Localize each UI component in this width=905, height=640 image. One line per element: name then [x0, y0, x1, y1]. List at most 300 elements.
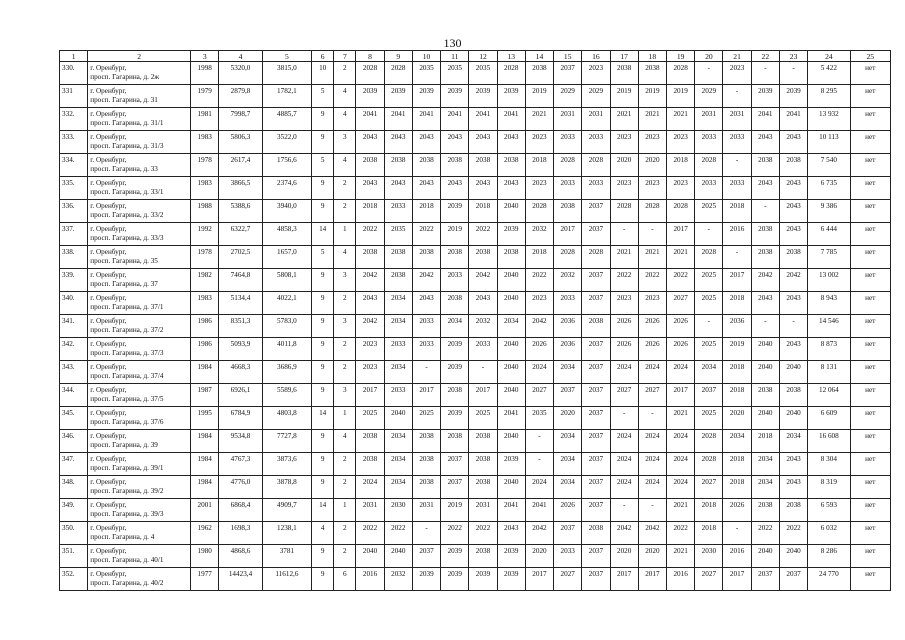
column-header-9: 9	[384, 51, 412, 62]
column-header-22: 22	[751, 51, 779, 62]
column-header-19: 19	[667, 51, 695, 62]
table-row	[60, 522, 891, 545]
row-number-cell: 342.	[60, 338, 88, 361]
cell-col-9: 2028	[384, 62, 412, 85]
cell-col-3: 1986	[191, 338, 219, 361]
cell-col-5: 5808,1	[262, 269, 311, 292]
column-header-4: 4	[219, 51, 262, 62]
cell-col-20: 2030	[695, 545, 723, 568]
cell-col-16: 2023	[582, 62, 610, 85]
cell-col-24: 13 932	[808, 108, 850, 131]
cell-col-8: 2022	[356, 522, 384, 545]
cell-col-19: 2017	[667, 384, 695, 407]
cell-col-8: 2028	[356, 62, 384, 85]
cell-col-17: -	[610, 499, 638, 522]
cell-col-5: 3781	[262, 545, 311, 568]
cell-col-19: 2028	[667, 200, 695, 223]
column-header-18: 18	[638, 51, 666, 62]
address-street: просп. Гагарина, д. 4	[90, 532, 155, 541]
cell-col-11: 2019	[441, 223, 469, 246]
cell-col-15: 2033	[554, 292, 582, 315]
cell-col-25: нет	[850, 384, 890, 407]
cell-col-5: 1657,0	[262, 246, 311, 269]
cell-col-8: 2039	[356, 85, 384, 108]
cell-col-22: 2040	[751, 545, 779, 568]
cell-col-14: 2018	[525, 246, 553, 269]
cell-col-19: 2021	[667, 108, 695, 131]
cell-col-24: 8 286	[808, 545, 850, 568]
cell-col-22: -	[751, 200, 779, 223]
cell-col-3: 1962	[191, 522, 219, 545]
column-number-header-row	[60, 51, 891, 62]
cell-col-18: -	[638, 499, 666, 522]
cell-col-18: 2020	[638, 154, 666, 177]
table-row	[60, 108, 891, 131]
cell-col-25: нет	[850, 62, 890, 85]
cell-col-7: 2	[334, 338, 356, 361]
cell-col-12: 2017	[469, 384, 497, 407]
cell-col-17: 2042	[610, 522, 638, 545]
cell-col-22: -	[751, 315, 779, 338]
register-table-body	[60, 51, 891, 591]
cell-col-5: 1782,1	[262, 85, 311, 108]
cell-col-14: 2027	[525, 384, 553, 407]
cell-col-8: 2017	[356, 384, 384, 407]
table-row	[60, 430, 891, 453]
cell-col-18: 2021	[638, 108, 666, 131]
row-number-cell: 331	[60, 85, 88, 108]
cell-col-12: 2038	[469, 154, 497, 177]
cell-col-10: 2038	[412, 154, 440, 177]
cell-col-6: 9	[312, 269, 334, 292]
cell-col-16: 2037	[582, 269, 610, 292]
cell-col-19: 2027	[667, 292, 695, 315]
cell-col-21: 2017	[723, 269, 751, 292]
cell-col-11: 2039	[441, 568, 469, 591]
cell-col-5: 3686,9	[262, 361, 311, 384]
cell-col-18: 2026	[638, 315, 666, 338]
cell-col-8: 2016	[356, 568, 384, 591]
cell-col-17: 2020	[610, 154, 638, 177]
address-street: просп. Гагарина, д. 33/3	[90, 233, 164, 242]
cell-col-22: 2038	[751, 223, 779, 246]
cell-col-23: 2038	[779, 384, 807, 407]
cell-col-4: 5806,3	[219, 131, 262, 154]
cell-col-23: -	[779, 62, 807, 85]
cell-col-16: 2037	[582, 568, 610, 591]
cell-col-22: 2034	[751, 476, 779, 499]
cell-col-12: 2038	[469, 453, 497, 476]
cell-col-24: 12 064	[808, 384, 850, 407]
cell-col-5: 5783,0	[262, 315, 311, 338]
cell-col-20: 2034	[695, 361, 723, 384]
cell-col-14: 2019	[525, 85, 553, 108]
cell-col-7: 2	[334, 361, 356, 384]
cell-col-7: 2	[334, 292, 356, 315]
cell-col-7: 3	[334, 384, 356, 407]
cell-col-6: 9	[312, 315, 334, 338]
cell-col-25: нет	[850, 108, 890, 131]
cell-col-23: 2040	[779, 407, 807, 430]
address-cell	[88, 108, 191, 131]
table-row	[60, 499, 891, 522]
cell-col-12: 2022	[469, 522, 497, 545]
cell-col-21: 2016	[723, 223, 751, 246]
cell-col-5: 3878,8	[262, 476, 311, 499]
row-number-cell: 344.	[60, 384, 88, 407]
cell-col-21: -	[723, 85, 751, 108]
cell-col-19: 2026	[667, 338, 695, 361]
cell-col-17: 2020	[610, 545, 638, 568]
cell-col-6: 5	[312, 154, 334, 177]
cell-col-21: 2023	[723, 62, 751, 85]
address-street: просп. Гагарина, д. 40/2	[90, 578, 164, 587]
cell-col-13: 2040	[497, 384, 525, 407]
cell-col-20: 2029	[695, 85, 723, 108]
cell-col-4: 14423,4	[219, 568, 262, 591]
cell-col-21: 2026	[723, 499, 751, 522]
cell-col-17: 2024	[610, 476, 638, 499]
address-street: просп. Гагарина, д. 33/1	[90, 187, 164, 196]
cell-col-7: 6	[334, 568, 356, 591]
cell-col-11: 2037	[441, 476, 469, 499]
cell-col-25: нет	[850, 223, 890, 246]
cell-col-9: 2040	[384, 407, 412, 430]
cell-col-11: 2034	[441, 315, 469, 338]
cell-col-18: 2022	[638, 269, 666, 292]
cell-col-12: 2039	[469, 568, 497, 591]
cell-col-7: 2	[334, 476, 356, 499]
cell-col-25: нет	[850, 246, 890, 269]
address-street: просп. Гагарина, д. 2ж	[90, 72, 160, 81]
cell-col-12: 2038	[469, 430, 497, 453]
cell-col-12: 2043	[469, 131, 497, 154]
cell-col-22: 2040	[751, 407, 779, 430]
cell-col-9: 2043	[384, 131, 412, 154]
row-number-cell: 350.	[60, 522, 88, 545]
cell-col-3: 1978	[191, 154, 219, 177]
cell-col-12: 2038	[469, 545, 497, 568]
cell-col-23: 2043	[779, 292, 807, 315]
cell-col-18: 2024	[638, 476, 666, 499]
cell-col-4: 4868,6	[219, 545, 262, 568]
cell-col-4: 6926,1	[219, 384, 262, 407]
cell-col-20: 2025	[695, 407, 723, 430]
address-street: просп. Гагарина, д. 37/5	[90, 394, 164, 403]
cell-col-14: 2024	[525, 476, 553, 499]
cell-col-5: 4022,1	[262, 292, 311, 315]
cell-col-6: 14	[312, 499, 334, 522]
cell-col-23: 2043	[779, 131, 807, 154]
cell-col-6: 9	[312, 338, 334, 361]
cell-col-14: 2020	[525, 545, 553, 568]
cell-col-10: 2035	[412, 62, 440, 85]
cell-col-6: 14	[312, 407, 334, 430]
cell-col-25: нет	[850, 407, 890, 430]
cell-col-25: нет	[850, 292, 890, 315]
cell-col-6: 4	[312, 522, 334, 545]
address-city: г. Оренбург,	[90, 547, 127, 555]
table-row	[60, 177, 891, 200]
table-row	[60, 85, 891, 108]
address-cell	[88, 315, 191, 338]
cell-col-3: 1992	[191, 223, 219, 246]
cell-col-22: 2040	[751, 338, 779, 361]
cell-col-19: 2024	[667, 430, 695, 453]
table-row	[60, 131, 891, 154]
cell-col-3: 1983	[191, 292, 219, 315]
table-row	[60, 200, 891, 223]
cell-col-7: 3	[334, 315, 356, 338]
cell-col-9: 2022	[384, 522, 412, 545]
cell-col-5: 11612,6	[262, 568, 311, 591]
cell-col-10: 2038	[412, 476, 440, 499]
address-street: просп. Гагарина, д. 35	[90, 256, 158, 265]
cell-col-17: 2021	[610, 246, 638, 269]
cell-col-12: 2022	[469, 223, 497, 246]
cell-col-16: 2037	[582, 545, 610, 568]
cell-col-23: 2043	[779, 453, 807, 476]
cell-col-12: 2025	[469, 407, 497, 430]
address-city: г. Оренбург,	[90, 340, 127, 348]
cell-col-7: 4	[334, 85, 356, 108]
cell-col-20: 2018	[695, 499, 723, 522]
column-header-6: 6	[312, 51, 334, 62]
cell-col-17: -	[610, 407, 638, 430]
table-row	[60, 384, 891, 407]
cell-col-24: 6 032	[808, 522, 850, 545]
cell-col-19: 2026	[667, 315, 695, 338]
cell-col-14: 2023	[525, 177, 553, 200]
cell-col-7: 2	[334, 200, 356, 223]
cell-col-17: 2023	[610, 177, 638, 200]
cell-col-8: 2018	[356, 200, 384, 223]
cell-col-4: 1698,3	[219, 522, 262, 545]
cell-col-4: 6322,7	[219, 223, 262, 246]
cell-col-6: 10	[312, 62, 334, 85]
cell-col-14: -	[525, 430, 553, 453]
cell-col-19: 2024	[667, 453, 695, 476]
cell-col-11: 2035	[441, 62, 469, 85]
address-street: просп. Гагарина, д. 37/2	[90, 325, 164, 334]
cell-col-17: -	[610, 223, 638, 246]
cell-col-19: 2023	[667, 177, 695, 200]
cell-col-18: 2024	[638, 361, 666, 384]
cell-col-15: 2020	[554, 407, 582, 430]
address-street: просп. Гагарина, д. 39/1	[90, 463, 164, 472]
cell-col-14: 2018	[525, 154, 553, 177]
cell-col-4: 2617,4	[219, 154, 262, 177]
cell-col-25: нет	[850, 568, 890, 591]
row-number-cell: 346.	[60, 430, 88, 453]
cell-col-22: 2043	[751, 177, 779, 200]
cell-col-13: 2043	[497, 177, 525, 200]
cell-col-14: 2032	[525, 223, 553, 246]
cell-col-23: -	[779, 315, 807, 338]
cell-col-3: 1984	[191, 361, 219, 384]
cell-col-4: 5388,6	[219, 200, 262, 223]
cell-col-15: 2033	[554, 545, 582, 568]
table-row	[60, 545, 891, 568]
cell-col-4: 8351,3	[219, 315, 262, 338]
cell-col-20: 2025	[695, 292, 723, 315]
cell-col-16: 2037	[582, 361, 610, 384]
cell-col-14: 2035	[525, 407, 553, 430]
cell-col-3: 1995	[191, 407, 219, 430]
cell-col-24: 6 444	[808, 223, 850, 246]
cell-col-19: 2021	[667, 407, 695, 430]
cell-col-17: 2023	[610, 131, 638, 154]
row-number-cell: 334.	[60, 154, 88, 177]
cell-col-21: 2018	[723, 384, 751, 407]
cell-col-9: 2043	[384, 177, 412, 200]
cell-col-9: 2032	[384, 568, 412, 591]
column-header-23: 23	[779, 51, 807, 62]
cell-col-14: 2024	[525, 361, 553, 384]
cell-col-5: 4858,3	[262, 223, 311, 246]
cell-col-25: нет	[850, 361, 890, 384]
cell-col-23: 2043	[779, 476, 807, 499]
cell-col-5: 7727,8	[262, 430, 311, 453]
cell-col-7: 3	[334, 269, 356, 292]
cell-col-9: 2034	[384, 292, 412, 315]
column-header-20: 20	[695, 51, 723, 62]
cell-col-9: 2041	[384, 108, 412, 131]
cell-col-16: 2031	[582, 108, 610, 131]
cell-col-10: 2039	[412, 568, 440, 591]
cell-col-17: 2022	[610, 269, 638, 292]
cell-col-17: 2026	[610, 315, 638, 338]
cell-col-9: 2038	[384, 246, 412, 269]
address-city: г. Оренбург,	[90, 294, 127, 302]
cell-col-20: 2033	[695, 177, 723, 200]
cell-col-4: 3866,5	[219, 177, 262, 200]
cell-col-8: 2043	[356, 177, 384, 200]
address-cell	[88, 154, 191, 177]
cell-col-9: 2039	[384, 85, 412, 108]
cell-col-20: -	[695, 223, 723, 246]
row-number-cell: 348.	[60, 476, 88, 499]
cell-col-3: 1983	[191, 131, 219, 154]
cell-col-10: 2018	[412, 200, 440, 223]
cell-col-25: нет	[850, 522, 890, 545]
cell-col-17: 2017	[610, 568, 638, 591]
cell-col-20: 2025	[695, 200, 723, 223]
cell-col-16: 2038	[582, 315, 610, 338]
address-cell	[88, 200, 191, 223]
cell-col-24: 24 770	[808, 568, 850, 591]
cell-col-5: 3815,0	[262, 62, 311, 85]
cell-col-20: 2025	[695, 269, 723, 292]
cell-col-3: 1998	[191, 62, 219, 85]
cell-col-9: 2034	[384, 430, 412, 453]
cell-col-4: 4668,3	[219, 361, 262, 384]
cell-col-7: 1	[334, 407, 356, 430]
cell-col-8: 2038	[356, 154, 384, 177]
address-cell	[88, 361, 191, 384]
cell-col-25: нет	[850, 85, 890, 108]
cell-col-18: 2038	[638, 62, 666, 85]
cell-col-4: 9534,8	[219, 430, 262, 453]
cell-col-13: 2043	[497, 131, 525, 154]
cell-col-20: 2018	[695, 522, 723, 545]
cell-col-17: 2038	[610, 62, 638, 85]
cell-col-21: 2034	[723, 430, 751, 453]
column-header-14: 14	[525, 51, 553, 62]
cell-col-7: 4	[334, 430, 356, 453]
cell-col-22: 2039	[751, 85, 779, 108]
cell-col-9: 2033	[384, 200, 412, 223]
row-number-cell: 352.	[60, 568, 88, 591]
cell-col-12: 2042	[469, 269, 497, 292]
cell-col-5: 3873,6	[262, 453, 311, 476]
cell-col-24: 7 785	[808, 246, 850, 269]
cell-col-5: 1238,1	[262, 522, 311, 545]
address-city: г. Оренбург,	[90, 110, 127, 118]
cell-col-21: 2019	[723, 338, 751, 361]
cell-col-3: 2001	[191, 499, 219, 522]
address-cell	[88, 62, 191, 85]
address-city: г. Оренбург,	[90, 409, 127, 417]
cell-col-24: 10 113	[808, 131, 850, 154]
cell-col-7: 4	[334, 246, 356, 269]
address-city: г. Оренбург,	[90, 64, 127, 72]
cell-col-13: 2041	[497, 108, 525, 131]
cell-col-15: 2017	[554, 223, 582, 246]
cell-col-8: 2043	[356, 131, 384, 154]
cell-col-8: 2038	[356, 246, 384, 269]
cell-col-10: 2041	[412, 108, 440, 131]
cell-col-25: нет	[850, 131, 890, 154]
cell-col-10: 2017	[412, 384, 440, 407]
cell-col-22: 2034	[751, 453, 779, 476]
cell-col-18: 2019	[638, 85, 666, 108]
cell-col-6: 14	[312, 223, 334, 246]
cell-col-19: 2024	[667, 476, 695, 499]
cell-col-20: 2027	[695, 568, 723, 591]
cell-col-23: 2038	[779, 246, 807, 269]
cell-col-18: 2024	[638, 430, 666, 453]
cell-col-16: 2037	[582, 476, 610, 499]
row-number-cell: 338.	[60, 246, 88, 269]
cell-col-10: 2037	[412, 545, 440, 568]
cell-col-19: 2021	[667, 246, 695, 269]
table-row	[60, 292, 891, 315]
cell-col-25: нет	[850, 177, 890, 200]
cell-col-23: 2043	[779, 338, 807, 361]
cell-col-3: 1986	[191, 315, 219, 338]
address-city: г. Оренбург,	[90, 225, 127, 233]
cell-col-10: 2025	[412, 407, 440, 430]
row-number-cell: 345.	[60, 407, 88, 430]
cell-col-9: 2034	[384, 315, 412, 338]
cell-col-23: 2039	[779, 85, 807, 108]
cell-col-5: 4803,8	[262, 407, 311, 430]
cell-col-11: 2038	[441, 384, 469, 407]
cell-col-24: 6 609	[808, 407, 850, 430]
cell-col-10: 2043	[412, 292, 440, 315]
cell-col-11: 2038	[441, 154, 469, 177]
cell-col-13: 2039	[497, 545, 525, 568]
cell-col-10: 2043	[412, 131, 440, 154]
cell-col-11: 2037	[441, 453, 469, 476]
cell-col-20: 2033	[695, 131, 723, 154]
cell-col-19: 2024	[667, 361, 695, 384]
cell-col-24: 8 943	[808, 292, 850, 315]
cell-col-4: 5320,0	[219, 62, 262, 85]
address-street: просп. Гагарина, д. 33	[90, 164, 158, 173]
cell-col-12: 2032	[469, 315, 497, 338]
